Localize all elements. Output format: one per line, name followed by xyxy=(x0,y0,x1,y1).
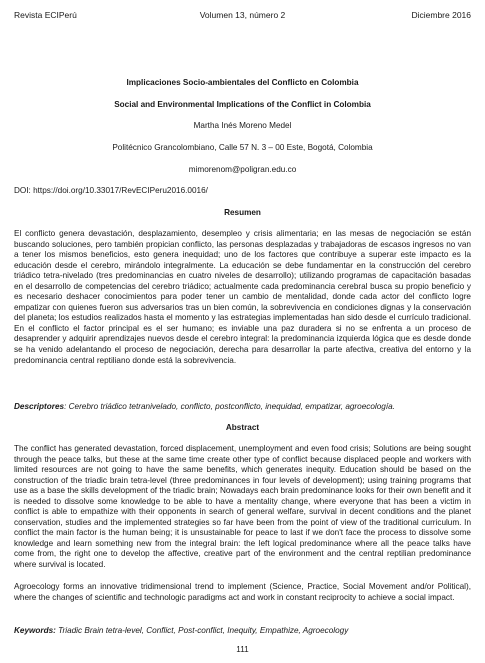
running-header xyxy=(14,10,471,22)
author-name: Martha Inés Moreno Medel xyxy=(193,121,292,130)
page-number: 111 xyxy=(236,645,249,654)
journal-name: Revista ECIPerú xyxy=(14,10,77,20)
issue-date: Diciembre 2016 xyxy=(411,10,471,20)
title-spanish: Implicaciones Socio-ambientales del Conflicto en Colombia xyxy=(126,78,359,87)
descriptores-text: : Cerebro triádico tetranivelado, conflicto, postconflicto, inequidad, empatizar, agroecología. xyxy=(64,402,395,411)
descriptores-label: Descriptores xyxy=(14,402,65,411)
author-email[interactable]: mimorenom@poligran.edu.co xyxy=(188,165,297,174)
doi-link[interactable]: DOI: https://doi.org/10.33017/RevECIPeru2016.0016/ xyxy=(14,186,208,195)
descriptores-line xyxy=(14,402,471,413)
resumen-heading: Resumen xyxy=(224,208,261,217)
abstract-heading: Abstract xyxy=(225,423,260,432)
abstract-text: The conflict has generated devastation, forced displacement, unemployment and even food crisis; Solutions are being sought through the peace talks, but these at the same time create other type of conflict because displaced people and workers with limited resources are not going to have the same benefits, which generates inequity. Education should be based on the construction of the triadic brain tetra-level (three predominances in four levels of development); using training programs that use as a base the skills development of the triadic brain; Nowadays each brain predominance looks for their own benefit and it is needed to dissolve some knowledge to be able to have a mentality change, where everyone that has been a victim in conflict is able to empathize with their opponents in search of general welfare, survival in decent conditions and the planet conservation, studies and the implemented strategies so far have been from the point of view of the traditional curriculum. In conflict the main factor is the human being; it is unsustainable for peace to last if we don't face the process to dissolve some knowledge and learn something new from the integral brain: the left logical predominance where all the peace talks have come from, the right one to develop the affective, creative part of the environment and the central reptilian predominance where survival is located. xyxy=(14,444,471,570)
author-affiliation: Politécnico Grancolombiano, Calle 57 N. 3 – 00 Este, Bogotá, Colombia xyxy=(112,143,373,152)
keywords-label: Keywords: xyxy=(14,626,56,635)
abstract-text-agroecology: Agroecology forms an innovative tridimensional trend to implement (Science, Practice, Social Movement and/or Political), where the changes of scientific and technologic paradigms act and work in constant reciprocity to achieve a social impact. xyxy=(14,582,471,602)
volume-issue: Volumen 13, número 2 xyxy=(199,10,286,20)
resumen-text: El conflicto genera devastación, desplazamiento, desempleo y crisis alimentaria; en las mesas de negociación se están buscando soluciones, pero también propician conflicto, las personas desplazadas y trabajadoras de escasos ingresos no van a tener los mismos beneficios, esto genera inequidad; uno de los factores que contribuye a superar este impacto es la educación desde el cerebro, mirándolo integralmente. La educación se debe fundamentar en la construcción del cerebro triádico tetra-nivelado (tres predominancias en cuatro niveles de desarrollo); utilizando programas de capacitación basadas en el desarrollo de competencias del cerebro triádico; actualmente cada predominancia cerebral busca su propio beneficio y es necesario deshacer conocimientos para poder tener un cambio de mentalidad, donde cada actor del conflicto logre empatizar con quienes fueron sus adversarios tras un bien común, la sobrevivencia en condiciones dignas y la conservación del planeta; los estudios realizados hasta el momento y las estrategias implementadas han sido desde el currículo tradicional. En el conflicto el factor principal es el ser humano; es inviable una paz duradera si no se enfrenta a un proceso de desaprender y adquirir aprendizajes nuevos desde el cerebro integral: la predominancia izquierda lógica que es desde donde se ha venido adelantando el proceso de negociación, derecha para desarrollar la parte afectiva, creativa del entorno y la predominancia central reptiliano donde está la sobrevivencia. xyxy=(14,229,471,365)
title-english: Social and Environmental Implications of the Conflict in Colombia xyxy=(114,100,371,109)
keywords-text: Triadic Brain tetra-level, Conflict, Post-conflict, Inequity, Empathize, Agroecology xyxy=(55,626,349,635)
keywords-line xyxy=(14,626,471,637)
